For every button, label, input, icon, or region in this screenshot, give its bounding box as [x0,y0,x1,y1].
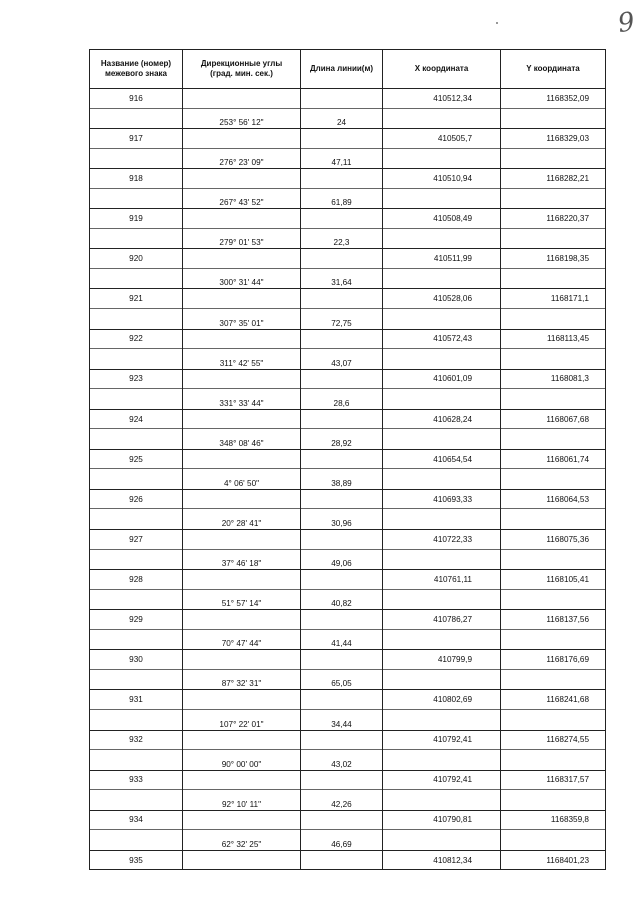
empty-cell [301,530,383,550]
line-length: 31,64 [301,268,383,289]
x-coordinate: 410628,24 [383,409,501,429]
empty-cell [501,509,606,530]
empty-cell [90,389,183,410]
y-coordinate: 1168081,3 [501,369,606,389]
point-row [90,850,606,870]
y-coordinate: 1168241,68 [501,690,606,710]
empty-cell [301,169,383,189]
point-row [90,530,606,550]
empty-cell [90,830,183,851]
x-coordinate: 410722,33 [383,530,501,550]
line-length: 65,05 [301,669,383,690]
line-length: 72,75 [301,309,383,330]
empty-cell [383,669,501,690]
point-row [90,730,606,750]
point-name: 926 [90,489,183,509]
point-name: 921 [90,289,183,309]
table-body [90,89,606,870]
empty-cell [501,268,606,289]
point-row [90,770,606,790]
line-length: 47,11 [301,148,383,169]
empty-cell [90,188,183,209]
direction-angle: 311° 42' 55" [183,349,301,370]
segment-row [90,669,606,690]
empty-cell [90,589,183,610]
empty-cell [383,349,501,370]
point-row [90,209,606,229]
direction-angle: 300° 31' 44" [183,268,301,289]
empty-cell [90,108,183,129]
line-length: 61,89 [301,188,383,209]
direction-angle: 62° 32' 25" [183,830,301,851]
point-row [90,369,606,389]
empty-cell [383,108,501,129]
table-header [90,50,606,89]
empty-cell [301,850,383,870]
line-length: 40,82 [301,589,383,610]
empty-cell [383,509,501,530]
point-row [90,690,606,710]
empty-cell [501,188,606,209]
point-row [90,329,606,349]
line-length: 28,6 [301,389,383,410]
empty-cell [301,249,383,269]
segment-row [90,709,606,730]
empty-cell [183,369,301,389]
x-coordinate: 410792,41 [383,730,501,750]
y-coordinate: 1168061,74 [501,449,606,469]
segment-row [90,148,606,169]
scan-speck [496,22,498,24]
point-name: 933 [90,770,183,790]
y-coordinate: 1168198,35 [501,249,606,269]
empty-cell [90,148,183,169]
direction-angle: 331° 33' 44" [183,389,301,410]
empty-cell [183,650,301,670]
segment-row [90,830,606,851]
y-coordinate: 1168274,55 [501,730,606,750]
direction-angle: 348° 08' 46" [183,429,301,450]
empty-cell [183,770,301,790]
point-row [90,570,606,590]
empty-cell [383,589,501,610]
empty-cell [501,750,606,771]
point-name: 919 [90,209,183,229]
empty-cell [383,790,501,811]
y-coordinate: 1168329,03 [501,129,606,149]
empty-cell [501,790,606,811]
empty-cell [383,429,501,450]
empty-cell [183,810,301,830]
empty-cell [301,570,383,590]
empty-cell [383,629,501,650]
empty-cell [90,750,183,771]
point-row [90,489,606,509]
point-row [90,810,606,830]
empty-cell [90,469,183,490]
y-coordinate: 1168067,68 [501,409,606,429]
point-row [90,449,606,469]
y-coordinate: 1168113,45 [501,329,606,349]
empty-cell [383,309,501,330]
point-name: 931 [90,690,183,710]
empty-cell [501,389,606,410]
empty-cell [301,129,383,149]
header-name-line1: Название (номер) [100,59,172,68]
y-coordinate: 1168137,56 [501,610,606,630]
y-coordinate: 1168359,8 [501,810,606,830]
point-row [90,409,606,429]
direction-angle: 4° 06' 50" [183,469,301,490]
empty-cell [301,810,383,830]
point-row [90,169,606,189]
empty-cell [501,830,606,851]
empty-cell [501,349,606,370]
segment-row [90,629,606,650]
empty-cell [183,129,301,149]
point-row [90,249,606,269]
direction-angle: 276° 23' 09" [183,148,301,169]
empty-cell [383,709,501,730]
empty-cell [183,850,301,870]
line-length: 43,07 [301,349,383,370]
segment-row [90,429,606,450]
header-y: Y координата [501,50,606,89]
point-name: 927 [90,530,183,550]
y-coordinate: 1168282,21 [501,169,606,189]
empty-cell [90,309,183,330]
segment-row [90,589,606,610]
point-name: 929 [90,610,183,630]
empty-cell [501,469,606,490]
point-name: 924 [90,409,183,429]
y-coordinate: 1168352,09 [501,89,606,109]
point-name: 918 [90,169,183,189]
empty-cell [183,169,301,189]
point-name: 925 [90,449,183,469]
point-row [90,650,606,670]
empty-cell [90,790,183,811]
empty-cell [90,629,183,650]
empty-cell [90,549,183,570]
x-coordinate: 410510,94 [383,169,501,189]
point-name: 923 [90,369,183,389]
empty-cell [183,449,301,469]
segment-row [90,108,606,129]
point-name: 916 [90,89,183,109]
direction-angle: 90° 00' 00" [183,750,301,771]
empty-cell [301,690,383,710]
y-coordinate: 1168064,53 [501,489,606,509]
segment-row [90,228,606,249]
direction-angle: 51° 57' 14" [183,589,301,610]
empty-cell [501,228,606,249]
empty-cell [501,709,606,730]
x-coordinate: 410505,7 [383,129,501,149]
empty-cell [90,709,183,730]
point-name: 930 [90,650,183,670]
header-name [90,50,183,89]
empty-cell [183,610,301,630]
empty-cell [501,629,606,650]
segment-row [90,549,606,570]
direction-angle: 87° 32' 31" [183,669,301,690]
header-angle-line2: (град. мин. сек.) [210,69,273,78]
empty-cell [301,449,383,469]
empty-cell [501,669,606,690]
line-length: 38,89 [301,469,383,490]
x-coordinate: 410601,09 [383,369,501,389]
page-number-mark: 9 [615,6,637,40]
segment-row [90,268,606,289]
point-name: 920 [90,249,183,269]
line-length: 34,44 [301,709,383,730]
direction-angle: 307° 35' 01" [183,309,301,330]
header-angle-line1: Дирекционные углы [200,59,283,68]
empty-cell [301,650,383,670]
direction-angle: 107° 22' 01" [183,709,301,730]
empty-cell [501,549,606,570]
direction-angle: 70° 47' 44" [183,629,301,650]
x-coordinate: 410790,81 [383,810,501,830]
empty-cell [183,530,301,550]
empty-cell [90,268,183,289]
segment-row [90,750,606,771]
point-name: 922 [90,329,183,349]
y-coordinate: 1168317,57 [501,770,606,790]
point-name: 928 [90,570,183,590]
x-coordinate: 410512,34 [383,89,501,109]
segment-row [90,309,606,330]
empty-cell [90,669,183,690]
direction-angle: 279° 01' 53" [183,228,301,249]
x-coordinate: 410799,9 [383,650,501,670]
direction-angle: 20° 28' 41" [183,509,301,530]
point-name: 932 [90,730,183,750]
segment-row [90,469,606,490]
empty-cell [301,730,383,750]
point-name: 917 [90,129,183,149]
empty-cell [501,589,606,610]
boundary-coordinates-table [89,49,606,870]
y-coordinate: 1168075,36 [501,530,606,550]
segment-row [90,509,606,530]
empty-cell [383,148,501,169]
empty-cell [90,429,183,450]
empty-cell [383,188,501,209]
segment-row [90,790,606,811]
empty-cell [183,329,301,349]
empty-cell [183,690,301,710]
empty-cell [383,549,501,570]
empty-cell [183,289,301,309]
x-coordinate: 410572,43 [383,329,501,349]
line-length: 49,06 [301,549,383,570]
empty-cell [301,610,383,630]
empty-cell [301,329,383,349]
point-row [90,129,606,149]
x-coordinate: 410508,49 [383,209,501,229]
empty-cell [183,409,301,429]
empty-cell [501,148,606,169]
header-name-line2: межевого знака [104,69,168,78]
x-coordinate: 410802,69 [383,690,501,710]
y-coordinate: 1168401,23 [501,850,606,870]
x-coordinate: 410786,27 [383,610,501,630]
direction-angle: 37° 46' 18" [183,549,301,570]
empty-cell [90,509,183,530]
empty-cell [183,209,301,229]
y-coordinate: 1168176,69 [501,650,606,670]
line-length: 28,92 [301,429,383,450]
empty-cell [301,209,383,229]
empty-cell [383,268,501,289]
line-length: 42,26 [301,790,383,811]
point-name: 935 [90,850,183,870]
y-coordinate: 1168220,37 [501,209,606,229]
x-coordinate: 410528,06 [383,289,501,309]
segment-row [90,389,606,410]
empty-cell [301,89,383,109]
empty-cell [301,770,383,790]
line-length: 22,3 [301,228,383,249]
empty-cell [383,750,501,771]
empty-cell [301,489,383,509]
direction-angle: 253° 56' 12" [183,108,301,129]
point-row [90,89,606,109]
empty-cell [90,349,183,370]
empty-cell [301,409,383,429]
empty-cell [183,730,301,750]
direction-angle: 92° 10' 11" [183,790,301,811]
point-row [90,289,606,309]
empty-cell [183,570,301,590]
line-length: 46,69 [301,830,383,851]
x-coordinate: 410761,11 [383,570,501,590]
y-coordinate: 1168171,1 [501,289,606,309]
empty-cell [383,469,501,490]
empty-cell [183,89,301,109]
empty-cell [183,489,301,509]
x-coordinate: 410812,34 [383,850,501,870]
line-length: 43,02 [301,750,383,771]
line-length: 30,96 [301,509,383,530]
x-coordinate: 410792,41 [383,770,501,790]
y-coordinate: 1168105,41 [501,570,606,590]
empty-cell [383,389,501,410]
empty-cell [501,309,606,330]
empty-cell [301,289,383,309]
empty-cell [301,369,383,389]
x-coordinate: 410654,54 [383,449,501,469]
direction-angle: 267° 43' 52" [183,188,301,209]
point-name: 934 [90,810,183,830]
segment-row [90,188,606,209]
header-length: Длина линии(м) [301,50,383,89]
x-coordinate: 410693,33 [383,489,501,509]
empty-cell [501,429,606,450]
header-x: X координата [383,50,501,89]
x-coordinate: 410511,99 [383,249,501,269]
empty-cell [183,249,301,269]
empty-cell [501,108,606,129]
header-angle [183,50,301,89]
empty-cell [90,228,183,249]
line-length: 41,44 [301,629,383,650]
empty-cell [383,830,501,851]
empty-cell [383,228,501,249]
point-row [90,610,606,630]
segment-row [90,349,606,370]
line-length: 24 [301,108,383,129]
